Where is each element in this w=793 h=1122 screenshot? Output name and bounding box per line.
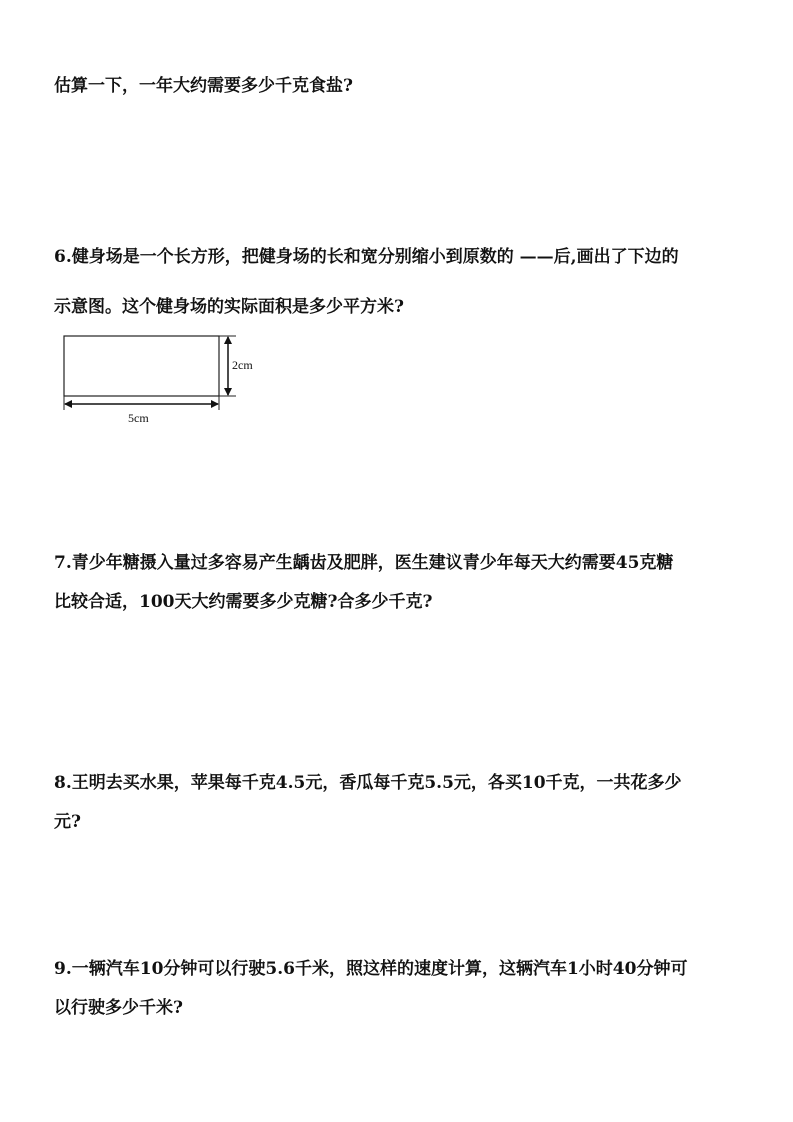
- question-6-line-2: 示意图。这个健身场的实际面积是多少平方米?: [54, 297, 404, 317]
- width-arrow-bottom: [224, 388, 232, 396]
- question-9-line-1: 9.一辆汽车10分钟可以行驶5.6千米，照这样的速度计算，这辆汽车1小时40分钟可: [54, 959, 688, 979]
- width-arrow-top: [224, 336, 232, 344]
- question-5-tail: 估算一下，一年大约需要多少千克食盐?: [54, 76, 353, 96]
- length-arrow-left: [64, 400, 72, 408]
- question-8-line-2: 元?: [54, 812, 81, 832]
- width-label: 2cm: [232, 358, 253, 372]
- rectangle-diagram: [54, 330, 284, 430]
- rectangle-shape: [64, 336, 219, 396]
- question-9-line-2: 以行驶多少千米?: [54, 998, 183, 1018]
- question-8-line-1: 8.王明去买水果，苹果每千克4.5元，香瓜每千克5.5元，各买10千克，一共花多少: [54, 773, 682, 793]
- question-7-line-2: 比较合适，100天大约需要多少克糖?合多少千克?: [54, 592, 433, 612]
- rectangle-diagram-svg: [54, 330, 284, 430]
- length-arrow-right: [211, 400, 219, 408]
- length-label: 5cm: [128, 411, 149, 425]
- question-6-line-1: 6.健身场是一个长方形，把健身场的长和宽分别缩小到原数的 ——后,画出了下边的: [54, 247, 679, 267]
- question-7-line-1: 7.青少年糖摄入量过多容易产生龋齿及肥胖，医生建议青少年每天大约需要45克糖: [54, 553, 674, 573]
